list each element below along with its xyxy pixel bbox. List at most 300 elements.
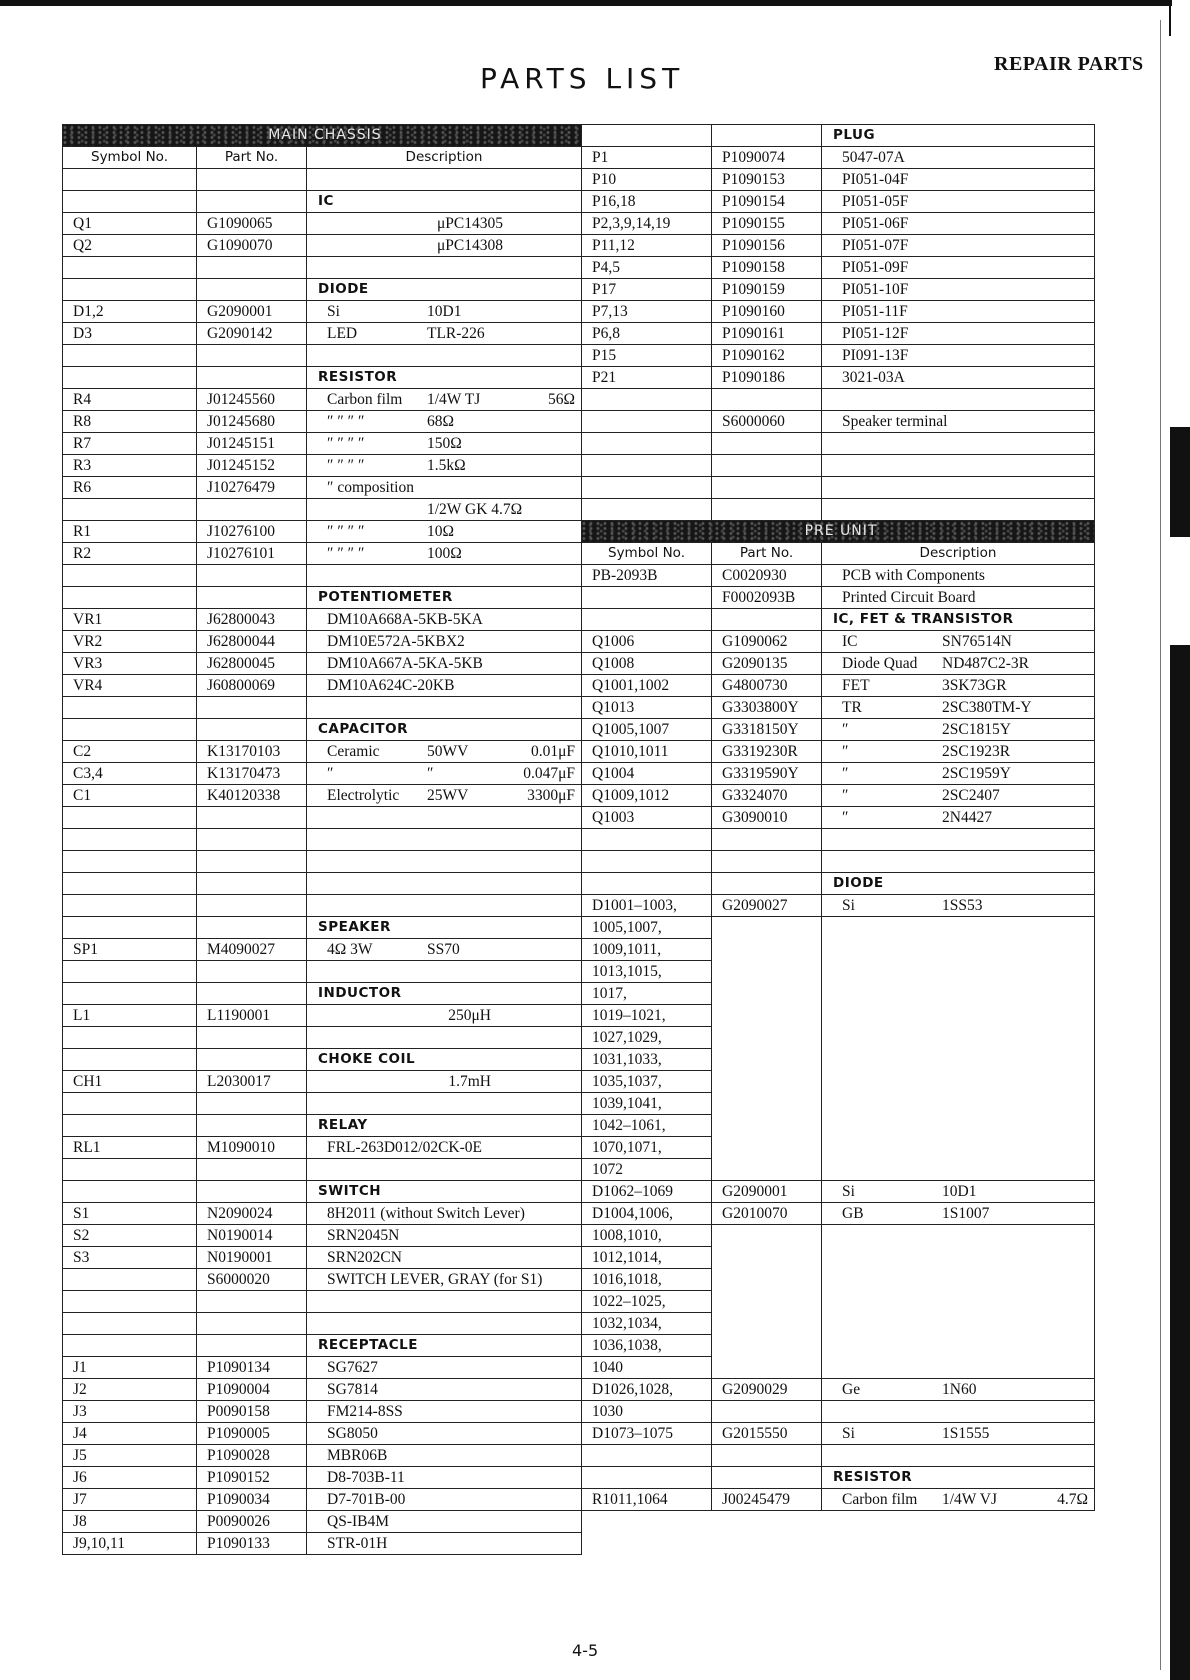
table-row xyxy=(582,983,1095,1005)
cell-part xyxy=(712,125,822,147)
cell-description xyxy=(307,323,582,345)
cell-description xyxy=(307,763,582,785)
cell-part: J62800043 xyxy=(197,609,307,631)
table-row xyxy=(582,455,1095,477)
cell-text: 2SC1815Y xyxy=(942,721,1011,738)
cell-symbol: P16,18 xyxy=(582,191,712,213)
table-row xyxy=(582,1005,1095,1027)
cell-part: J10276479 xyxy=(197,477,307,499)
cell-description: QS-IB4M xyxy=(307,1511,582,1533)
cell-symbol: VR2 xyxy=(63,631,197,653)
cell-symbol: 1008,1010, xyxy=(582,1225,712,1247)
cell-symbol xyxy=(63,345,197,367)
table-row xyxy=(582,1269,1095,1291)
table-row xyxy=(582,389,1095,411)
table-row xyxy=(63,895,582,917)
cell-description xyxy=(307,1093,582,1115)
cell-description xyxy=(822,1313,1095,1335)
cell-description xyxy=(307,521,582,543)
cell-symbol: Q1003 xyxy=(582,807,712,829)
table-row xyxy=(63,279,582,301)
cell-part: P1090154 xyxy=(712,191,822,213)
cell-symbol: C2 xyxy=(63,741,197,763)
cell-text: 1SS53 xyxy=(942,897,983,914)
column-header: Symbol No. xyxy=(582,543,712,565)
cell-description: PI091-13F xyxy=(822,345,1095,367)
cell-description xyxy=(307,1291,582,1313)
cell-description xyxy=(822,1357,1095,1379)
cell-description xyxy=(822,1423,1095,1445)
cell-text: 68Ω xyxy=(427,413,455,430)
cell-symbol xyxy=(63,983,197,1005)
cell-symbol: 1070,1071, xyxy=(582,1137,712,1159)
table-row xyxy=(63,1203,582,1225)
section-heading: RESISTOR xyxy=(307,367,582,389)
cell-description: PI051-11F xyxy=(822,301,1095,323)
cell-text: 4.7Ω xyxy=(1057,1491,1088,1508)
cell-text: ″ xyxy=(842,787,849,804)
section-heading: CAPACITOR xyxy=(307,719,582,741)
cell-symbol: 1012,1014, xyxy=(582,1247,712,1269)
table-row xyxy=(582,235,1095,257)
table-row xyxy=(582,433,1095,455)
cell-part xyxy=(712,1115,822,1137)
cell-symbol: P11,12 xyxy=(582,235,712,257)
column-header: Description xyxy=(822,543,1095,565)
table-row xyxy=(63,1137,582,1159)
cell-text: Ceramic xyxy=(327,743,380,760)
cell-text: 2SC2407 xyxy=(942,787,1000,804)
cell-text: ″ xyxy=(842,765,849,782)
cell-symbol xyxy=(582,587,712,609)
cell-part: L1190001 xyxy=(197,1005,307,1027)
cell-description: MBR06B xyxy=(307,1445,582,1467)
table-row xyxy=(582,1093,1095,1115)
table-row xyxy=(63,213,582,235)
table-row xyxy=(63,1049,582,1071)
cell-description: FRL-263D012/02CK-0E xyxy=(307,1137,582,1159)
table-row xyxy=(63,1093,582,1115)
cell-symbol: C3,4 xyxy=(63,763,197,785)
cell-symbol: L1 xyxy=(63,1005,197,1027)
table-row xyxy=(63,741,582,763)
cell-symbol: R6 xyxy=(63,477,197,499)
cell-symbol: Q1005,1007 xyxy=(582,719,712,741)
cell-symbol: 1036,1038, xyxy=(582,1335,712,1357)
cell-symbol: J2 xyxy=(63,1379,197,1401)
cell-part xyxy=(712,477,822,499)
cell-text: μPC14308 xyxy=(436,237,503,254)
page-title: PARTS LIST xyxy=(480,62,685,95)
cell-description xyxy=(822,1071,1095,1093)
cell-description xyxy=(307,1005,582,1027)
table-row xyxy=(582,301,1095,323)
table-row xyxy=(582,1489,1095,1511)
cell-part xyxy=(197,257,307,279)
cell-symbol: CH1 xyxy=(63,1071,197,1093)
cell-text: Ge xyxy=(842,1381,861,1398)
cell-description xyxy=(307,961,582,983)
cell-part xyxy=(712,1071,822,1093)
cell-part: P1090152 xyxy=(197,1467,307,1489)
cell-description xyxy=(822,807,1095,829)
table-row xyxy=(63,1181,582,1203)
cell-symbol: P4,5 xyxy=(582,257,712,279)
cell-description xyxy=(307,565,582,587)
cell-part: L2030017 xyxy=(197,1071,307,1093)
main-chassis-table xyxy=(62,124,582,1555)
cell-description xyxy=(822,455,1095,477)
cell-text: LED xyxy=(327,325,358,342)
cell-symbol: Q1010,1011 xyxy=(582,741,712,763)
cell-part: F0002093B xyxy=(712,587,822,609)
edge-tab xyxy=(1170,427,1190,537)
cell-text: Electrolytic xyxy=(327,787,400,804)
cell-description xyxy=(822,1247,1095,1269)
cell-description xyxy=(822,895,1095,917)
cell-description: DM10E572A-5KBX2 xyxy=(307,631,582,653)
cell-part: P0090158 xyxy=(197,1401,307,1423)
table-row xyxy=(63,1379,582,1401)
cell-symbol: 1072 xyxy=(582,1159,712,1181)
cell-symbol xyxy=(63,565,197,587)
table-row xyxy=(63,1445,582,1467)
table-row xyxy=(582,1313,1095,1335)
table-row xyxy=(582,1423,1095,1445)
cell-text: 50WV xyxy=(427,743,469,760)
cell-symbol xyxy=(582,499,712,521)
cell-description: PI051-05F xyxy=(822,191,1095,213)
cell-part: P1090162 xyxy=(712,345,822,367)
table-row xyxy=(63,455,582,477)
table-row xyxy=(582,345,1095,367)
cell-part xyxy=(712,499,822,521)
cell-symbol xyxy=(63,257,197,279)
cell-part xyxy=(712,1445,822,1467)
cell-symbol xyxy=(63,587,197,609)
cell-symbol: Q1008 xyxy=(582,653,712,675)
cell-description: PI051-07F xyxy=(822,235,1095,257)
pre-unit-title: PRE UNIT xyxy=(582,521,1095,543)
table-row xyxy=(63,1159,582,1181)
cell-part: G2090135 xyxy=(712,653,822,675)
cell-part xyxy=(712,1401,822,1423)
cell-part xyxy=(197,367,307,389)
cell-symbol xyxy=(63,829,197,851)
table-row xyxy=(582,1247,1095,1269)
cell-part: P1090074 xyxy=(712,147,822,169)
cell-description xyxy=(307,807,582,829)
cell-description: D7-701B-00 xyxy=(307,1489,582,1511)
cell-part xyxy=(712,1291,822,1313)
cell-part xyxy=(712,983,822,1005)
cell-part: J10276101 xyxy=(197,543,307,565)
cell-symbol: Q1 xyxy=(63,213,197,235)
cell-part xyxy=(712,1027,822,1049)
cell-part xyxy=(197,1093,307,1115)
cell-text: 10D1 xyxy=(942,1183,977,1200)
table-row xyxy=(582,477,1095,499)
cell-symbol: VR3 xyxy=(63,653,197,675)
table-row xyxy=(582,411,1095,433)
cell-symbol: P1 xyxy=(582,147,712,169)
cell-text: ″ xyxy=(842,809,849,826)
table-row xyxy=(582,1357,1095,1379)
cell-description xyxy=(822,917,1095,939)
table-row xyxy=(63,1357,582,1379)
cell-symbol: J8 xyxy=(63,1511,197,1533)
table-row xyxy=(582,1181,1095,1203)
cell-text: 1/4W VJ xyxy=(942,1491,997,1508)
cell-part: S6000060 xyxy=(712,411,822,433)
cell-description: SRN202CN xyxy=(307,1247,582,1269)
cell-description xyxy=(307,829,582,851)
cell-part: G3319590Y xyxy=(712,763,822,785)
cell-part xyxy=(197,1335,307,1357)
table-row xyxy=(63,411,582,433)
cell-description: PCB with Components xyxy=(822,565,1095,587)
cell-symbol: J7 xyxy=(63,1489,197,1511)
cell-part xyxy=(712,389,822,411)
cell-symbol xyxy=(63,367,197,389)
cell-symbol: P21 xyxy=(582,367,712,389)
cell-part: G3324070 xyxy=(712,785,822,807)
cell-text: Si xyxy=(842,1425,855,1442)
table-row xyxy=(582,741,1095,763)
table-row xyxy=(63,1423,582,1445)
cell-symbol: 1019–1021, xyxy=(582,1005,712,1027)
cell-part: K13170473 xyxy=(197,763,307,785)
cell-part: N0190001 xyxy=(197,1247,307,1269)
cell-part xyxy=(197,169,307,191)
cell-description: SRN2045N xyxy=(307,1225,582,1247)
cell-symbol: VR4 xyxy=(63,675,197,697)
cell-text: FET xyxy=(842,677,870,694)
table-row xyxy=(63,719,582,741)
cell-part xyxy=(197,565,307,587)
cell-description xyxy=(307,213,582,235)
cell-description: 3021-03A xyxy=(822,367,1095,389)
cell-text: 1.7mH xyxy=(448,1073,491,1090)
cell-description: DM10A668A-5KB-5KA xyxy=(307,609,582,631)
cell-symbol: RL1 xyxy=(63,1137,197,1159)
table-row xyxy=(63,521,582,543)
cell-text: 10D1 xyxy=(427,303,462,320)
cell-symbol: 1042–1061, xyxy=(582,1115,712,1137)
cell-symbol: J9,10,11 xyxy=(63,1533,197,1555)
cell-part: P1090134 xyxy=(197,1357,307,1379)
cell-description xyxy=(822,697,1095,719)
table-row xyxy=(582,1071,1095,1093)
cell-part: P1090186 xyxy=(712,367,822,389)
cell-description xyxy=(307,543,582,565)
cell-symbol: S3 xyxy=(63,1247,197,1269)
cell-symbol xyxy=(63,873,197,895)
margin-line xyxy=(1160,20,1161,1670)
cell-text: TLR-226 xyxy=(427,325,485,342)
table-row xyxy=(63,1401,582,1423)
cell-part xyxy=(197,873,307,895)
table-row xyxy=(582,631,1095,653)
cell-text: SN76514N xyxy=(942,633,1012,650)
cell-description xyxy=(822,829,1095,851)
table-row xyxy=(582,1335,1095,1357)
table-row xyxy=(582,1445,1095,1467)
table-row xyxy=(63,1071,582,1093)
cell-symbol xyxy=(63,1313,197,1335)
table-row xyxy=(63,785,582,807)
table-row xyxy=(582,1049,1095,1071)
cell-part xyxy=(197,1115,307,1137)
section-heading: IC xyxy=(307,191,582,213)
section-heading: SWITCH xyxy=(307,1181,582,1203)
cell-text: 2SC380TM-Y xyxy=(942,699,1032,716)
table-row xyxy=(63,499,582,521)
cell-symbol xyxy=(582,851,712,873)
main-chassis-title: MAIN CHASSIS xyxy=(63,125,582,147)
cell-symbol: R4 xyxy=(63,389,197,411)
cell-symbol: 1039,1041, xyxy=(582,1093,712,1115)
table-row xyxy=(582,565,1095,587)
table-row xyxy=(63,433,582,455)
cell-symbol xyxy=(63,499,197,521)
cell-description xyxy=(822,1335,1095,1357)
cell-symbol: R2 xyxy=(63,543,197,565)
cell-description: SG7627 xyxy=(307,1357,582,1379)
table-row xyxy=(63,939,582,961)
table-row xyxy=(582,323,1095,345)
cell-symbol: R8 xyxy=(63,411,197,433)
cell-part: P1090156 xyxy=(712,235,822,257)
section-heading: RELAY xyxy=(307,1115,582,1137)
cell-description: PI051-06F xyxy=(822,213,1095,235)
table-row xyxy=(582,697,1095,719)
table-row xyxy=(63,653,582,675)
cell-description xyxy=(822,1005,1095,1027)
table-row xyxy=(582,653,1095,675)
cell-description xyxy=(307,389,582,411)
cell-symbol: D1062–1069 xyxy=(582,1181,712,1203)
table-row xyxy=(582,147,1095,169)
cell-symbol xyxy=(63,697,197,719)
cell-text: ″ xyxy=(427,765,434,782)
cell-description: 8H2011 (without Switch Lever) xyxy=(307,1203,582,1225)
table-row xyxy=(63,1489,582,1511)
cell-text: 1/4W TJ xyxy=(427,391,481,408)
cell-text: 10Ω xyxy=(427,523,455,540)
cell-symbol: D3 xyxy=(63,323,197,345)
table-row xyxy=(63,1027,582,1049)
cell-description: 5047-07A xyxy=(822,147,1095,169)
cell-text: ″ ″ ″ ″ xyxy=(327,457,365,474)
cell-text: 2N4427 xyxy=(942,809,992,826)
cell-part: G2010070 xyxy=(712,1203,822,1225)
cell-symbol: Q1009,1012 xyxy=(582,785,712,807)
cell-part xyxy=(712,1225,822,1247)
cell-description xyxy=(307,345,582,367)
cell-symbol: 1016,1018, xyxy=(582,1269,712,1291)
table-row xyxy=(582,807,1095,829)
table-row xyxy=(63,301,582,323)
table-row xyxy=(63,983,582,1005)
table-row xyxy=(63,1291,582,1313)
cell-symbol xyxy=(63,1159,197,1181)
table-row xyxy=(582,213,1095,235)
table-row xyxy=(582,587,1095,609)
cell-description: DM10A667A-5KA-5KB xyxy=(307,653,582,675)
cell-description xyxy=(822,785,1095,807)
table-row xyxy=(63,169,582,191)
cell-part: G4800730 xyxy=(712,675,822,697)
cell-description xyxy=(822,1181,1095,1203)
cell-symbol xyxy=(582,829,712,851)
cell-symbol: R1 xyxy=(63,521,197,543)
cell-description xyxy=(307,741,582,763)
cell-description xyxy=(822,631,1095,653)
cell-symbol: C1 xyxy=(63,785,197,807)
cell-part: P1090158 xyxy=(712,257,822,279)
cell-symbol: D1001–1003, xyxy=(582,895,712,917)
cell-part xyxy=(197,961,307,983)
cell-description: Printed Circuit Board xyxy=(822,587,1095,609)
cell-part xyxy=(197,587,307,609)
cell-description xyxy=(307,169,582,191)
cell-description xyxy=(822,1401,1095,1423)
cell-text: 100Ω xyxy=(427,545,462,562)
cell-text: 0.01μF xyxy=(530,743,575,760)
cell-symbol: 1017, xyxy=(582,983,712,1005)
cell-description xyxy=(822,389,1095,411)
cell-text: 250μH xyxy=(448,1007,491,1024)
table-row xyxy=(582,763,1095,785)
section-heading: SPEAKER xyxy=(307,917,582,939)
cell-symbol: 1009,1011, xyxy=(582,939,712,961)
cell-symbol: R3 xyxy=(63,455,197,477)
cell-description xyxy=(822,741,1095,763)
cell-symbol: SP1 xyxy=(63,939,197,961)
cell-symbol: VR1 xyxy=(63,609,197,631)
cell-text: ″ ″ ″ ″ xyxy=(327,413,365,430)
cell-description xyxy=(822,961,1095,983)
table-row xyxy=(582,609,1095,631)
cell-symbol: S2 xyxy=(63,1225,197,1247)
table-row xyxy=(582,675,1095,697)
cell-part: M4090027 xyxy=(197,939,307,961)
cell-description xyxy=(822,719,1095,741)
cell-part xyxy=(712,1467,822,1489)
cell-text: 3SK73GR xyxy=(942,677,1007,694)
cell-description xyxy=(307,697,582,719)
cell-symbol: D1026,1028, xyxy=(582,1379,712,1401)
table-row xyxy=(582,367,1095,389)
table-row xyxy=(63,829,582,851)
cell-text: ″ ″ ″ ″ xyxy=(327,523,365,540)
cell-part: P1090034 xyxy=(197,1489,307,1511)
cell-description: DM10A624C-20KB xyxy=(307,675,582,697)
cell-part: G3090010 xyxy=(712,807,822,829)
table-row xyxy=(63,543,582,565)
table-row xyxy=(63,1247,582,1269)
cell-description xyxy=(822,1489,1095,1511)
edge-tab xyxy=(1170,645,1190,1680)
table-row xyxy=(582,169,1095,191)
cell-part xyxy=(712,1159,822,1181)
cell-part xyxy=(197,345,307,367)
cell-description xyxy=(307,411,582,433)
cell-symbol xyxy=(63,1269,197,1291)
cell-part: M1090010 xyxy=(197,1137,307,1159)
cell-symbol xyxy=(63,895,197,917)
